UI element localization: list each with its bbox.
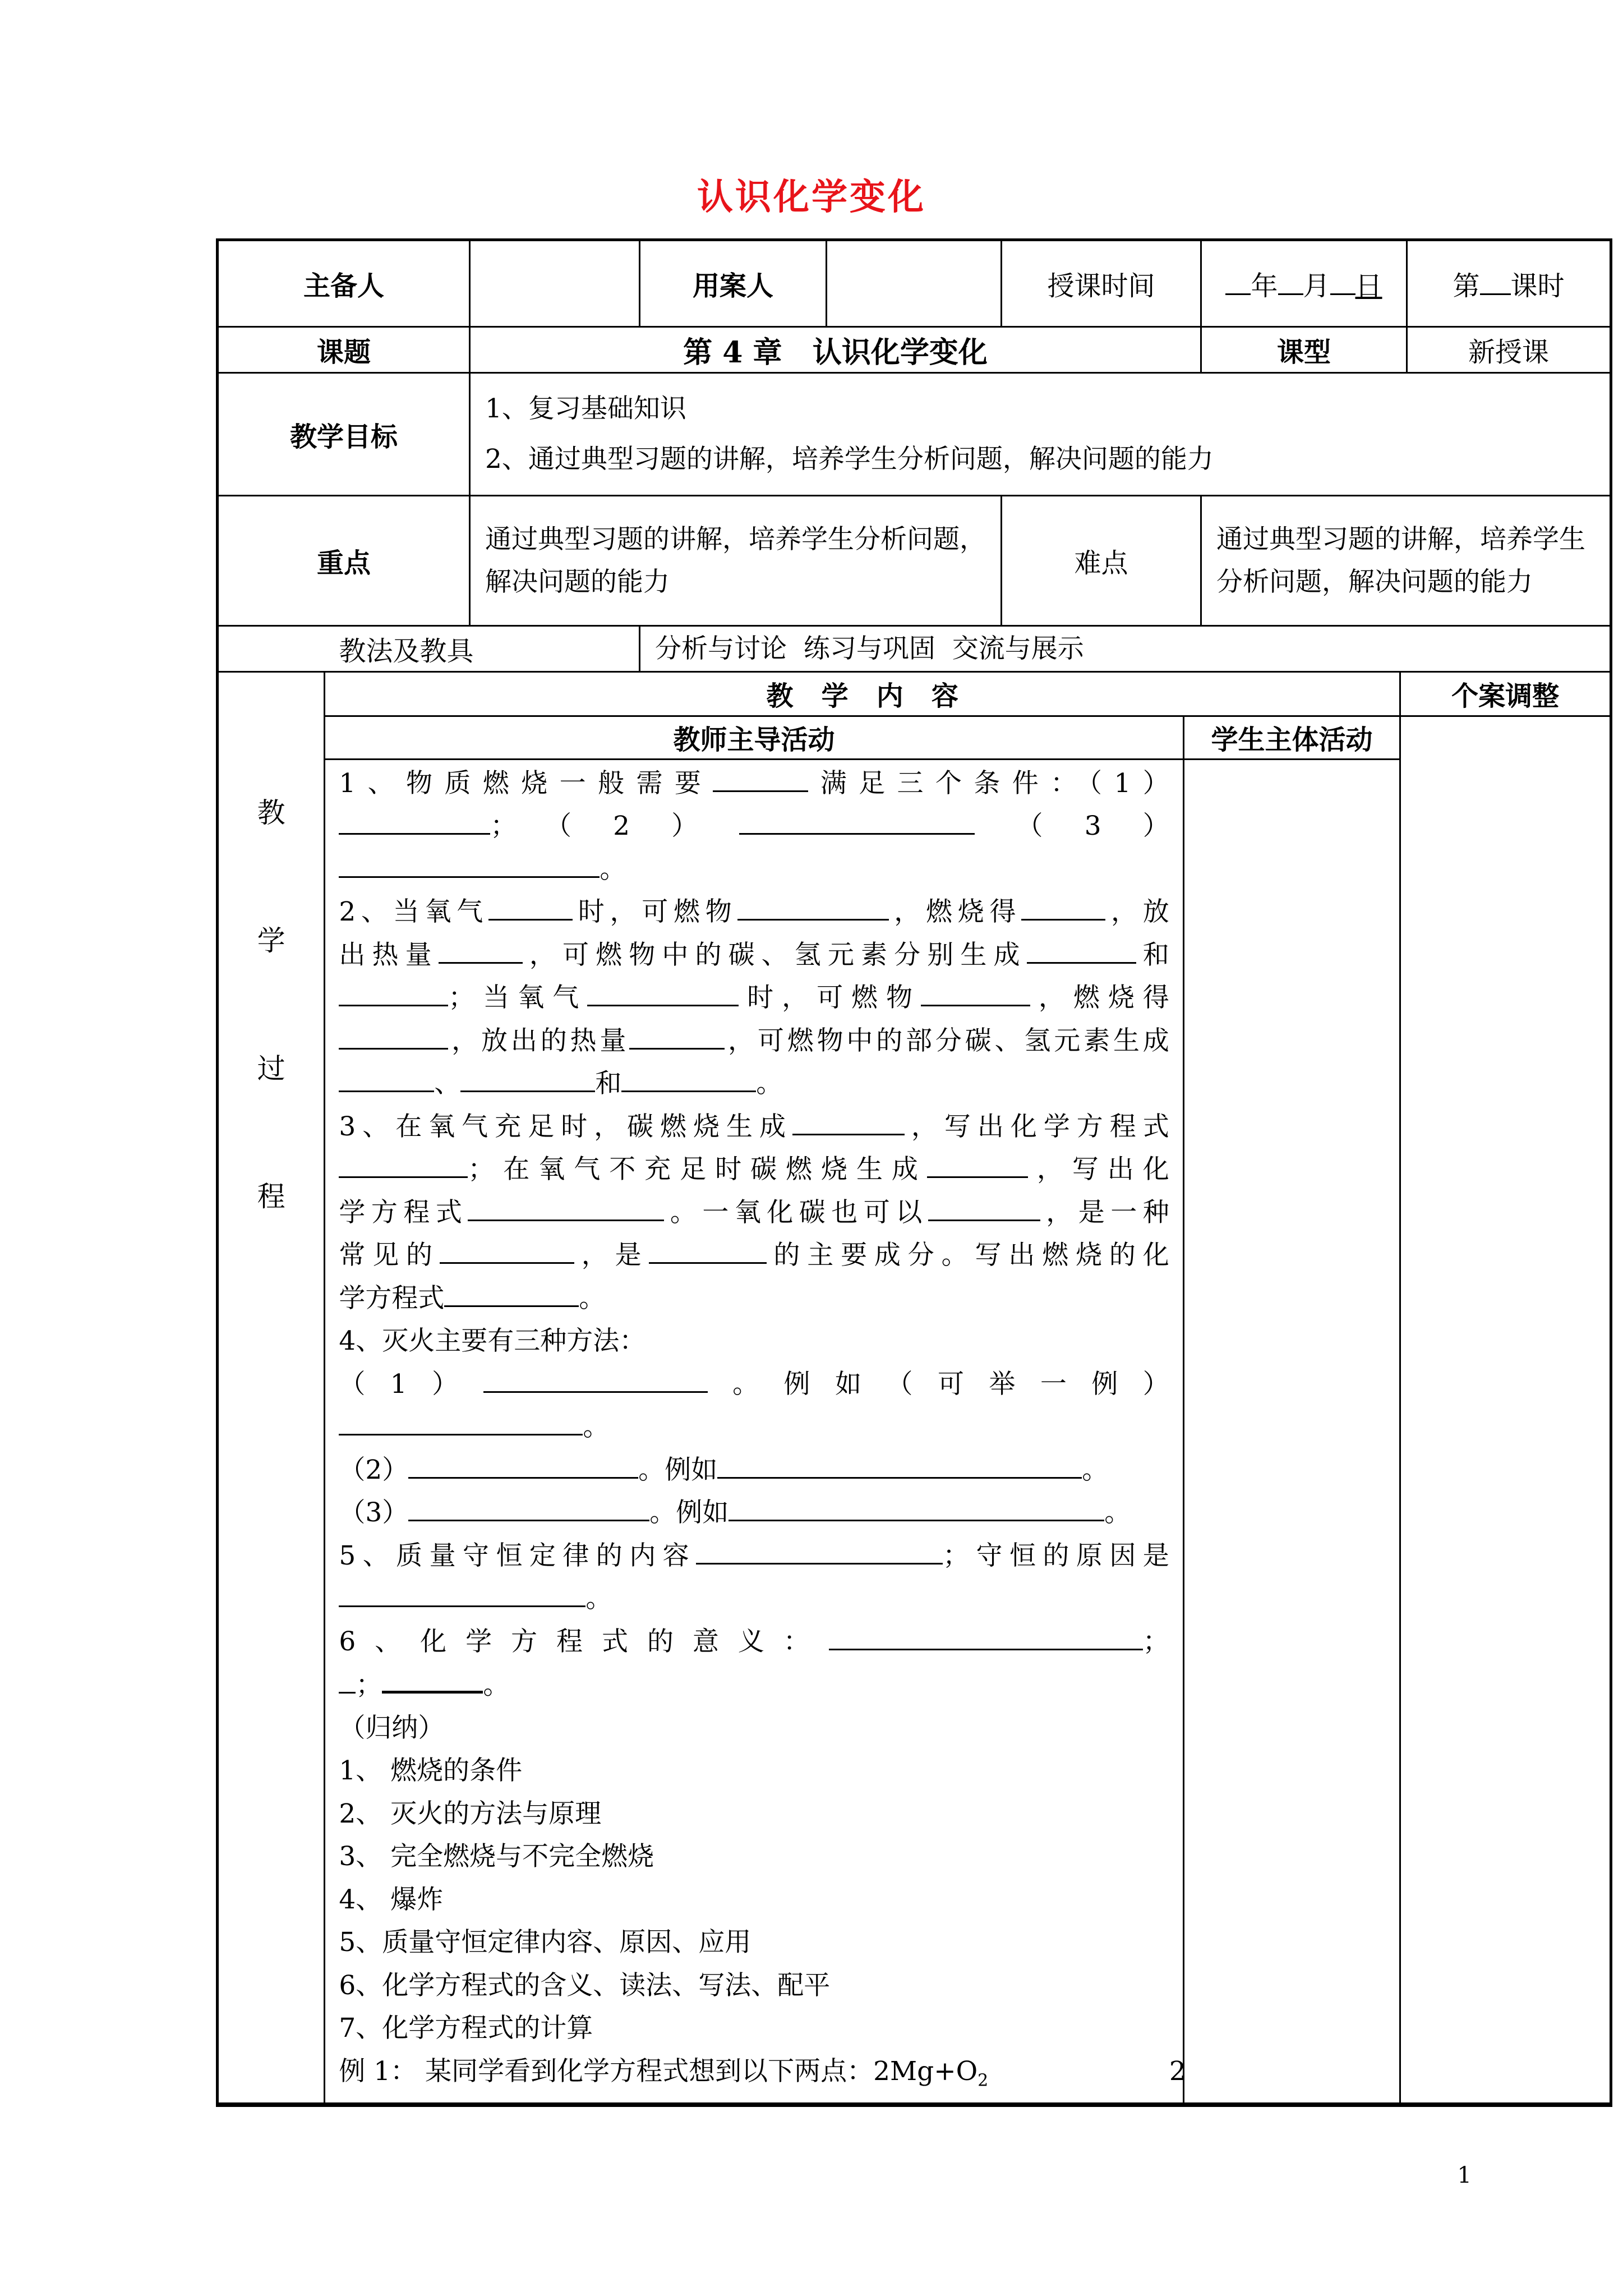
date-day-label: 日 bbox=[1355, 270, 1382, 302]
key-points-row bbox=[218, 496, 1611, 626]
summary-item: 3、 完全燃烧与不完全燃烧 bbox=[339, 1841, 654, 1872]
side-char: 过 bbox=[257, 1052, 285, 1085]
preparer-label: 主备人 bbox=[218, 240, 470, 327]
summary-item: 2、 灭火的方法与原理 bbox=[339, 1798, 602, 1829]
lesson-period bbox=[1407, 240, 1611, 327]
question-4: 4、灭火主要有三种方法： bbox=[339, 1326, 646, 1356]
goals-row bbox=[218, 373, 1611, 496]
summary-item: 4、 爆炸 bbox=[339, 1884, 444, 1915]
process-table bbox=[219, 673, 1610, 2104]
date-year-label: 年 bbox=[1251, 270, 1278, 302]
page-number: 1 bbox=[1457, 2162, 1472, 2188]
time-label: 授课时间 bbox=[1002, 240, 1201, 327]
question-1: 1、物质燃烧一般需要 满足三个条件：（1） bbox=[339, 762, 1169, 806]
student-activity-content bbox=[1183, 759, 1400, 2103]
summary-item: 5、质量守恒定律内容、原因、应用 bbox=[339, 1927, 751, 1958]
student-activity-header: 学生主体活动 bbox=[1183, 716, 1400, 759]
side-char: 程 bbox=[257, 1180, 285, 1213]
header-row-1 bbox=[218, 240, 1611, 327]
process-header-row bbox=[219, 673, 1610, 716]
method-value: 分析与讨论 练习与巩固 交流与展示 bbox=[640, 626, 1611, 672]
lesson-plan-table bbox=[216, 238, 1612, 2107]
process-cell bbox=[218, 672, 1611, 2106]
content-header: 教 学 内 容 bbox=[325, 673, 1400, 716]
process-row bbox=[218, 672, 1611, 2106]
activity-header-row bbox=[219, 716, 1610, 759]
summary-item: 6、化学方程式的含义、读法、写法、配平 bbox=[339, 1970, 831, 2001]
summary-item: 1、 燃烧的条件 bbox=[339, 1755, 523, 1787]
difficulty-label: 难点 bbox=[1002, 496, 1201, 626]
goals-value bbox=[470, 373, 1611, 496]
process-side-label bbox=[219, 673, 325, 2103]
adjust-column bbox=[1400, 716, 1610, 2103]
header-row-2 bbox=[218, 327, 1611, 373]
period-prefix: 第 bbox=[1453, 270, 1480, 302]
lesson-type-value: 新授课 bbox=[1407, 327, 1611, 373]
date-month-label: 月 bbox=[1303, 270, 1330, 302]
key-point-value: 通过典型习题的讲解，培养学生分析问题，解决问题的能力 bbox=[470, 496, 1002, 626]
difficulty-value: 通过典型习题的讲解，培养学生分析问题，解决问题的能力 bbox=[1201, 496, 1611, 626]
topic-value: 第 4 章 认识化学变化 bbox=[470, 327, 1201, 373]
topic-label: 课题 bbox=[218, 327, 470, 373]
user-label: 用案人 bbox=[640, 240, 827, 327]
side-char: 学 bbox=[257, 924, 285, 957]
question-5: 5、质量守恒定律的内容 ；守恒的原因是 bbox=[339, 1535, 1169, 1578]
adjust-header: 个案调整 bbox=[1400, 673, 1610, 716]
goal-item: 2、通过典型习题的讲解，培养学生分析问题，解决问题的能力 bbox=[485, 444, 1214, 475]
document-title: 认识化学变化 bbox=[697, 176, 926, 218]
lesson-type-label: 课型 bbox=[1201, 327, 1407, 373]
user-value bbox=[827, 240, 1002, 327]
period-suffix: 课时 bbox=[1510, 270, 1565, 302]
teacher-activity-content: 1、物质燃烧一般需要 满足三个条件：（1） ；（2） （3） 。 2、当氧气 时，可燃物 ，燃烧得 ，放 出热量 ，可燃物中的碳、氢元素分别生成 和 ；当氧气 时，可燃物 ，燃烧得 ，放出的热量 ，可燃物中的部分碳、氢元素生成 、 和 。 3、在氧气充足时，碳燃烧生成 ，写出化学方程式 ；在氧气不充足时碳燃烧生成 ，写出化 学方程式 。一氧化碳也可以 ，是一种 常见的 ，是 的主要成分。写出燃烧的化 学方程式 。 4、灭火主要有三种方法： （1） 。例如（可举一例） 。 （2） 。例如 。 （3） 。例如 。 5、质量守恒定律的内容 ；守恒的原因是 。 6、化学方程式的意义： ； ； 。 （归纳） 1、 燃烧的条件 2、 灭火的方法与原理 3、 完全燃烧与不完全燃烧 4、 爆炸 5、质量守恒定律内容、原因、应用 6、化学方程式的含义、读法、写法、配平 7、化学方程式的计算 例 1： 某同学看到化学方程式想到以下两点：$2Mg+O_2$ 2 bbox=[325, 759, 1183, 2103]
method-label: 教法及教具 bbox=[218, 626, 640, 672]
summary-item: 7、化学方程式的计算 bbox=[339, 2013, 593, 2044]
preparer-value bbox=[470, 240, 640, 327]
goal-item: 1、复习基础知识 bbox=[485, 393, 686, 424]
example-1: 例 1： 某同学看到化学方程式想到以下两点：$2Mg+O_2$ 2 bbox=[339, 2055, 1186, 2091]
lesson-date bbox=[1201, 240, 1407, 327]
summary-heading: （归纳） bbox=[339, 1712, 445, 1743]
question-6: 6、化学方程式的意义： ； bbox=[339, 1621, 1169, 1664]
key-point-label: 重点 bbox=[218, 496, 470, 626]
question-2: 2、当氧气 时，可燃物 ，燃烧得 ，放 bbox=[339, 891, 1169, 934]
method-row bbox=[218, 626, 1611, 672]
teacher-activity-header: 教师主导活动 bbox=[325, 716, 1183, 759]
question-3: 3、在氧气充足时，碳燃烧生成 ，写出化学方程式 bbox=[339, 1106, 1169, 1149]
side-char: 教 bbox=[257, 797, 285, 829]
goals-label: 教学目标 bbox=[218, 373, 470, 496]
